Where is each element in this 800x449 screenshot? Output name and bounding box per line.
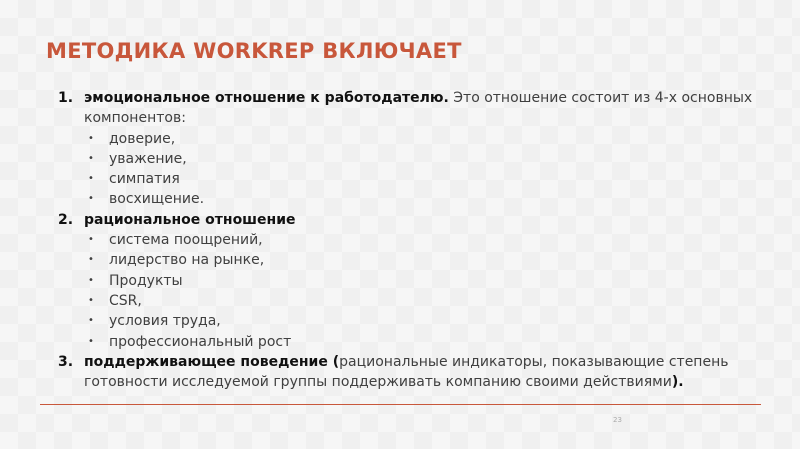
bullet-icon: • [88, 173, 94, 185]
slide-content [58, 88, 778, 392]
bullet-icon: • [88, 294, 94, 306]
item-text: Это отношение состоит из 4-х основных компонентов: [84, 90, 753, 127]
item-heading: поддерживающее поведение [84, 353, 328, 370]
bullet-icon: • [88, 274, 94, 286]
item-number: 2. [58, 211, 74, 228]
paren-open: ( [327, 353, 340, 370]
sub-item: • лидерство на рынке, [84, 250, 778, 270]
bullet-icon: • [88, 234, 94, 246]
bullet-icon: • [88, 132, 94, 144]
bullet-icon: • [88, 315, 94, 327]
sub-item: • восхищение. [84, 189, 778, 209]
slide-number: 23 [613, 416, 622, 424]
sub-item: • Продукты [84, 271, 778, 291]
sub-item: • CSR, [84, 291, 778, 311]
paren-close: ). [671, 374, 684, 391]
main-list [58, 88, 778, 392]
list-item-rational [58, 210, 778, 352]
sub-item: • доверие, [84, 129, 778, 149]
slide-title: МЕТОДИКА WORKREP ВКЛЮЧАЕТ [46, 39, 462, 63]
item-heading: рациональное отношение [84, 211, 296, 228]
item-text: рациональные индикаторы, показывающие степень готовности исследуемой группы поддерживать компанию своими действиями [84, 353, 729, 391]
list-item-behavior [58, 352, 778, 393]
bullet-icon: • [88, 254, 94, 266]
bullet-icon: • [88, 335, 94, 347]
sub-item: • условия труда, [84, 311, 778, 331]
sub-item: • профессиональный рост [84, 332, 778, 352]
sub-item: • уважение, [84, 149, 778, 169]
bullet-icon: • [88, 193, 94, 205]
sub-list [84, 230, 778, 352]
list-item-emotional [58, 88, 778, 210]
sub-list [84, 129, 778, 210]
item-heading: эмоциональное отношение к работодателю. [84, 90, 449, 106]
item-number: 3. [58, 353, 74, 370]
footer-divider [40, 404, 761, 405]
sub-item: • симпатия [84, 169, 778, 189]
bullet-icon: • [88, 152, 94, 164]
sub-item: • система поощрений, [84, 230, 778, 250]
item-number: 1. [58, 90, 74, 106]
